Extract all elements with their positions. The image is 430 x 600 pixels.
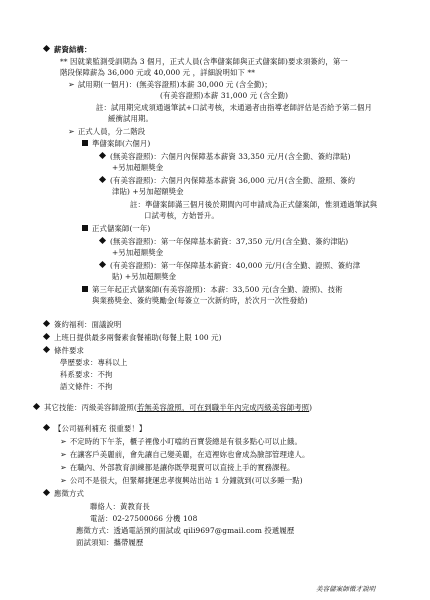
formal-label: 正式人員，分二階段	[77, 127, 146, 136]
trial-note-line2: 緩衝試用期。	[108, 114, 153, 123]
diamond-bullet-icon	[33, 403, 40, 410]
contract-text: 簽約福利：面議說明	[54, 320, 122, 329]
welfare-item-text: 不定時的下午茶，櫃子裡像小叮噹的百寶袋總是有很多點心可以止餓。	[69, 437, 303, 446]
conditions-section	[44, 346, 84, 355]
welfare-item	[60, 463, 295, 472]
diamond-bullet-icon	[99, 152, 106, 159]
contact-method: 應徵方式：透過電話預約面試或 qili9697@gmail.com 投遞履歷	[76, 526, 295, 535]
diamond-bullet-icon	[99, 237, 106, 244]
contract-benefit	[44, 320, 121, 329]
square-bullet-icon	[82, 225, 88, 231]
s1-b2: 津貼) +另加超額獎金	[112, 187, 184, 196]
arrow-bullet-icon: ➢	[60, 450, 67, 459]
s1-b1: (有美容證照)：六個月內保障基本薪資 36,000 元/月(含全勤、證照、簽約	[110, 176, 356, 185]
trial-period	[68, 80, 272, 89]
formal-staff	[68, 127, 145, 136]
s2-b2: 貼) +另加超額獎金	[112, 272, 177, 281]
s2-a1: (無美容證照)：第一年保障基本薪資：37,350 元/月(含全勤、簽約津貼)	[110, 237, 349, 246]
stage3	[82, 285, 343, 294]
welfare-title: 【公司福利補充 很重要！】	[54, 424, 147, 433]
stage2-label: 正式儲案師(一年)	[92, 224, 151, 233]
arrow-bullet-icon: ➢	[60, 476, 67, 485]
stage3-line2: 與業務獎金、簽約獎勵金(每簽立一次新約時，於次月一次性發給)	[92, 296, 308, 305]
welfare-item	[60, 437, 302, 446]
conditions-title: 條件要求	[54, 346, 84, 355]
s1-note2: 口試考核，方始晉升。	[144, 211, 219, 220]
skills-label: 其它技能：丙級美容師證照(	[44, 403, 137, 412]
s2-a2: +另加超額獎金	[112, 248, 164, 257]
arrow-bullet-icon: ➢	[68, 80, 75, 89]
stage1-no-license	[100, 152, 351, 161]
education-requirement: 學歷要求：專科以上	[60, 358, 128, 367]
department-requirement: 科系要求：不拘	[60, 370, 113, 379]
welfare-item-text: 在讓客戶美麗前，會先讓自己變美麗，在這裡妳也會成為臉部管理達人。	[69, 450, 310, 459]
salary-section	[44, 45, 91, 54]
diamond-bullet-icon	[43, 320, 50, 327]
salary-note-line2: 階段保障薪為 36,000 元或 40,000 元 ，詳細說明如下 **	[60, 68, 256, 77]
diamond-bullet-icon	[99, 176, 106, 183]
stage2-no-license	[100, 237, 348, 246]
trial-line2: (有美容證照)本薪 31,000 元 (含全勤)	[160, 91, 289, 100]
stage1-with-license	[100, 176, 355, 185]
contact-person: 聯絡人：黃教育長	[90, 502, 150, 511]
stage2	[82, 224, 150, 233]
trial-note-line1: 註：試用期完成須通過筆試+口試考核，未通過者由指導老師評估是否給予第二個月	[96, 103, 372, 112]
diamond-bullet-icon	[99, 261, 106, 268]
salary-note-line1: ** 因就業監測受訓期為 3 個月，正式人員(含準儲案師與正式儲案師)要求須簽約，第一	[60, 57, 348, 66]
diamond-bullet-icon	[43, 346, 50, 353]
welfare-section	[44, 424, 146, 433]
diamond-bullet-icon	[43, 45, 50, 52]
square-bullet-icon	[82, 286, 88, 292]
s1-a2: +另加超額獎金	[112, 163, 164, 172]
s1-a1: (無美容證照)：六個月內保障基本薪資 33,350 元/月(含全勤、簽約津貼)	[110, 152, 351, 161]
arrow-bullet-icon: ➢	[68, 127, 75, 136]
welfare-item-text: 公司不是很大，但緊鄰捷運忠孝復興站出站 1 分鐘就到(可以多睡一點)	[69, 476, 303, 485]
stage1	[82, 139, 150, 148]
s2-b1: (有美容證照)：第一年保障基本薪資：40,000 元/月(含全勤、證照、簽約津	[110, 261, 361, 270]
contact-title: 應徵方式	[54, 489, 84, 498]
diamond-bullet-icon	[43, 424, 50, 431]
interview-note: 面試須知：攜帶履歷	[76, 538, 144, 547]
meal-text: 上班日提供最多兩餐素食餐補助(每餐上限 100 元)	[54, 333, 222, 342]
square-bullet-icon	[82, 140, 88, 146]
stage3-line1: 第三年起正式儲案師(有美容證照)：本薪：33,500 元(含全勤、證照)、技術	[92, 285, 343, 294]
language-requirement: 語文條件：不拘	[60, 382, 113, 391]
s1-note1: 註：準儲案師滿三個月後於期間內可申請成為正式儲案師，惟須通過筆試與	[130, 200, 378, 209]
stage1-label: 準儲案師(六個月)	[92, 139, 151, 148]
welfare-item	[60, 476, 303, 485]
welfare-item-text: 在職內、外部教育訓練都是讓你既學現賣可以直接上手的實務課程。	[69, 463, 295, 472]
arrow-bullet-icon: ➢	[60, 463, 67, 472]
page-footer: 美容儲案師徵才說明	[316, 585, 376, 593]
contact-phone: 電話：02-27500066 分機 108	[90, 514, 198, 523]
other-skills	[34, 403, 312, 412]
contact-section	[44, 489, 84, 498]
trial-line1: 試用期(一個月)：(無美容證照)本薪 30,000 元 (含全勤)；	[77, 80, 272, 89]
skills-close: )	[309, 403, 313, 412]
skills-underlined: 若無美容證照，可在到職半年內完成丙級美容師考照	[136, 403, 310, 412]
diamond-bullet-icon	[43, 489, 50, 496]
welfare-item	[60, 450, 310, 459]
arrow-bullet-icon: ➢	[60, 437, 67, 446]
salary-title: 薪資結構：	[54, 45, 92, 54]
stage2-with-license	[100, 261, 360, 270]
diamond-bullet-icon	[43, 333, 50, 340]
meal-benefit	[44, 333, 222, 342]
